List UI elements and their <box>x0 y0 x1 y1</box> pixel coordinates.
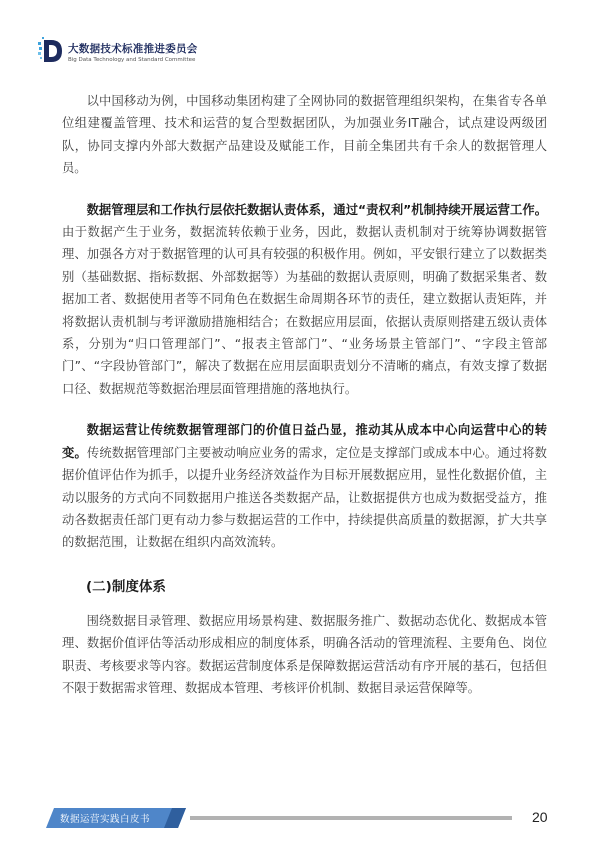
paragraph-institutional-system <box>62 610 547 700</box>
section-heading: (二)制度体系 <box>86 578 166 595</box>
paragraph-text: 由于数据产生于业务，数据流转依赖于业务，因此，数据认责机制对于统筹协调数据管理、加强各方对于数据管理的认可具有较强的积极作用。例如，平安银行建立了以数据类别（基础数据、指标数据、外部数据等）为基础的数据认责原则，明确了数据采集者、数据加工者、数据使用者等不同角色在数据生命周期各环节的责任，建立数据认责矩阵，并将数据认责机制与考评激励措施相结合；在数据应用层面，依据认责原则搭建五级认责体系，分别为“归口管理部门”、“报表主管部门”、“业务场景主管部门”、“字段主管部门”、“字段协管部门”，解决了数据在应用层面职责划分不清晰的痛点，有效支撑了数据口径、数据规范等数据治理层面管理措施的落地执行。 <box>62 225 547 396</box>
paragraph-lead-sentence: 数据管理层和工作执行层依托数据认责体系，通过“责权利”机制持续开展运营工作。 <box>86 202 547 217</box>
paragraph-text: 传统数据管理部门主要被动响应业务的需求，定位是支撑部门或成本中心。通过将数据价值评估作为抓手，以提升业务经济效益作为目标开展数据应用，显性化数据价值，主动以服务的方式向不同数据用户推送各类数据产品，让数据提供方也成为数据受益方，推动各数据责任部门更有动力参与数据运营的工作中，持续提供高质量的数据源，扩大共享的数据范围，让数据在组织内高效流转。 <box>62 445 547 550</box>
org-name-en: Big Data Technology and Standard Committee <box>68 57 196 63</box>
org-name-cn: 大数据技术标准推进委员会 <box>68 43 198 55</box>
footer-title-tab <box>46 808 186 828</box>
page-number: 20 <box>532 809 548 825</box>
paragraph-text: 以中国移动为例，中国移动集团构建了全网协同的数据管理组织架构，在集省专各单位组建覆盖管理、技术和运营的复合型数据团队，为加强业务IT融合，试点建设两级团队，协同支撑内外部大数据产品建设及赋能工作，目前全集团共有千余人的数据管理人员。 <box>62 94 547 176</box>
footer-doc-title: 数据运营实践白皮书 <box>60 814 151 825</box>
paragraph-lead-sentence: 数据运营让传统数据管理部门的价值日益凸显，推动其从成本中心向运营中心的转变。 <box>62 423 547 460</box>
paragraph-china-mobile-example <box>62 90 547 180</box>
page-footer <box>0 808 600 828</box>
paragraph-data-accountability <box>62 199 547 401</box>
paragraph-text: 围绕数据目录管理、数据应用场景构建、数据服务推广、数据动态优化、数据成本管理、数据价值评估等活动形成相应的制度体系，明确各活动的管理流程、主要角色、岗位职责、考核要求等内容。数据运营制度体系是保障数据运营活动有序开展的基石，包括但不限于数据需求管理、数据成本管理、考核评价机制、数据目录运营保障等。 <box>62 613 547 695</box>
bdc-logo-icon <box>38 36 64 66</box>
footer-divider <box>190 816 512 820</box>
page-content <box>62 90 547 699</box>
paragraph-operation-center-shift <box>62 419 547 553</box>
